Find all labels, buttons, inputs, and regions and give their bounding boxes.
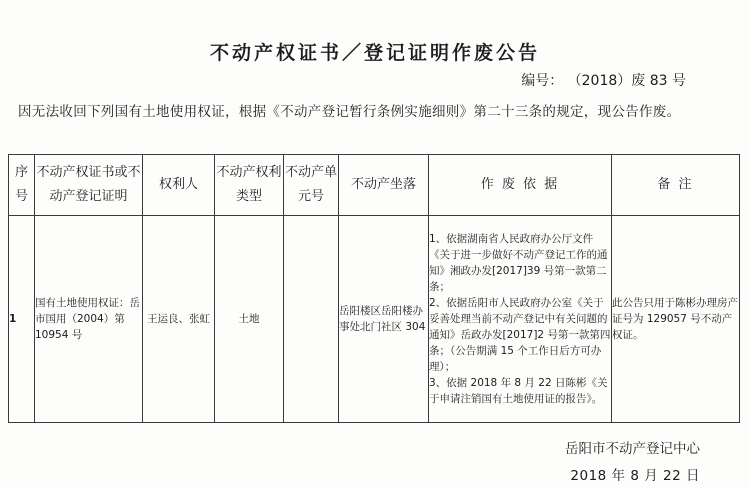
cell-certificate: 国有土地使用权证：岳市国用（2004）第 10954 号: [35, 216, 143, 423]
issue-date: 2018 年 8 月 22 日: [570, 468, 700, 484]
header-seq: 序号: [9, 155, 35, 216]
document-number: 编号： （2018）废 83 号: [521, 73, 686, 89]
cell-holder: 王运良、张虹: [143, 216, 215, 423]
issuing-organization: 岳阳市不动产登记中心: [565, 441, 700, 457]
basis-item: 2、依据岳阳市人民政府办公室《关于妥善处理当前不动产登记中有关问题的通知》岳政办发[2017]2 号第一款第四条；（公告期满 15 个工作日后方可办理）；: [429, 297, 611, 373]
header-right-type: 不动产权利类型: [215, 155, 284, 216]
void-certificates-table: [8, 154, 740, 423]
basis-item: 1、依据湖南省人民政府办公厅文件《关于进一步做好不动产登记工作的通知》湘政办发[2017]39 号第一款第二条；: [429, 233, 608, 293]
header-holder: 权利人: [143, 155, 215, 216]
table-header-row: [9, 155, 740, 216]
cell-seq: 1: [9, 216, 35, 423]
header-unit-number: 不动产单元号: [284, 155, 339, 216]
cell-remark: 此公告只用于陈彬办理房产证号为 129057 号不动产权证。: [612, 216, 740, 423]
cell-location: 岳阳楼区岳阳楼办事处北门社区 304: [339, 216, 429, 423]
cell-unit-number: [284, 216, 339, 423]
basis-item: 3、依据 2018 年 8 月 22 日陈彬《关于申请注销国有土地使用证的报告》。: [429, 377, 608, 405]
cell-basis: [429, 216, 612, 423]
header-remark: 备 注: [612, 155, 740, 216]
intro-paragraph: 因无法收回下列国有土地使用权证，根据《不动产登记暂行条例实施细则》第二十三条的规定，现公告作废。: [18, 104, 681, 120]
header-certificate: 不动产权证书或不动产登记证明: [35, 155, 143, 216]
notice-title: 不动产权证书／登记证明作废公告: [209, 42, 540, 64]
header-basis: 作 废 依 据: [429, 155, 612, 216]
header-location: 不动产坐落: [339, 155, 429, 216]
table-row: [9, 216, 740, 423]
cell-right-type: 土地: [215, 216, 284, 423]
